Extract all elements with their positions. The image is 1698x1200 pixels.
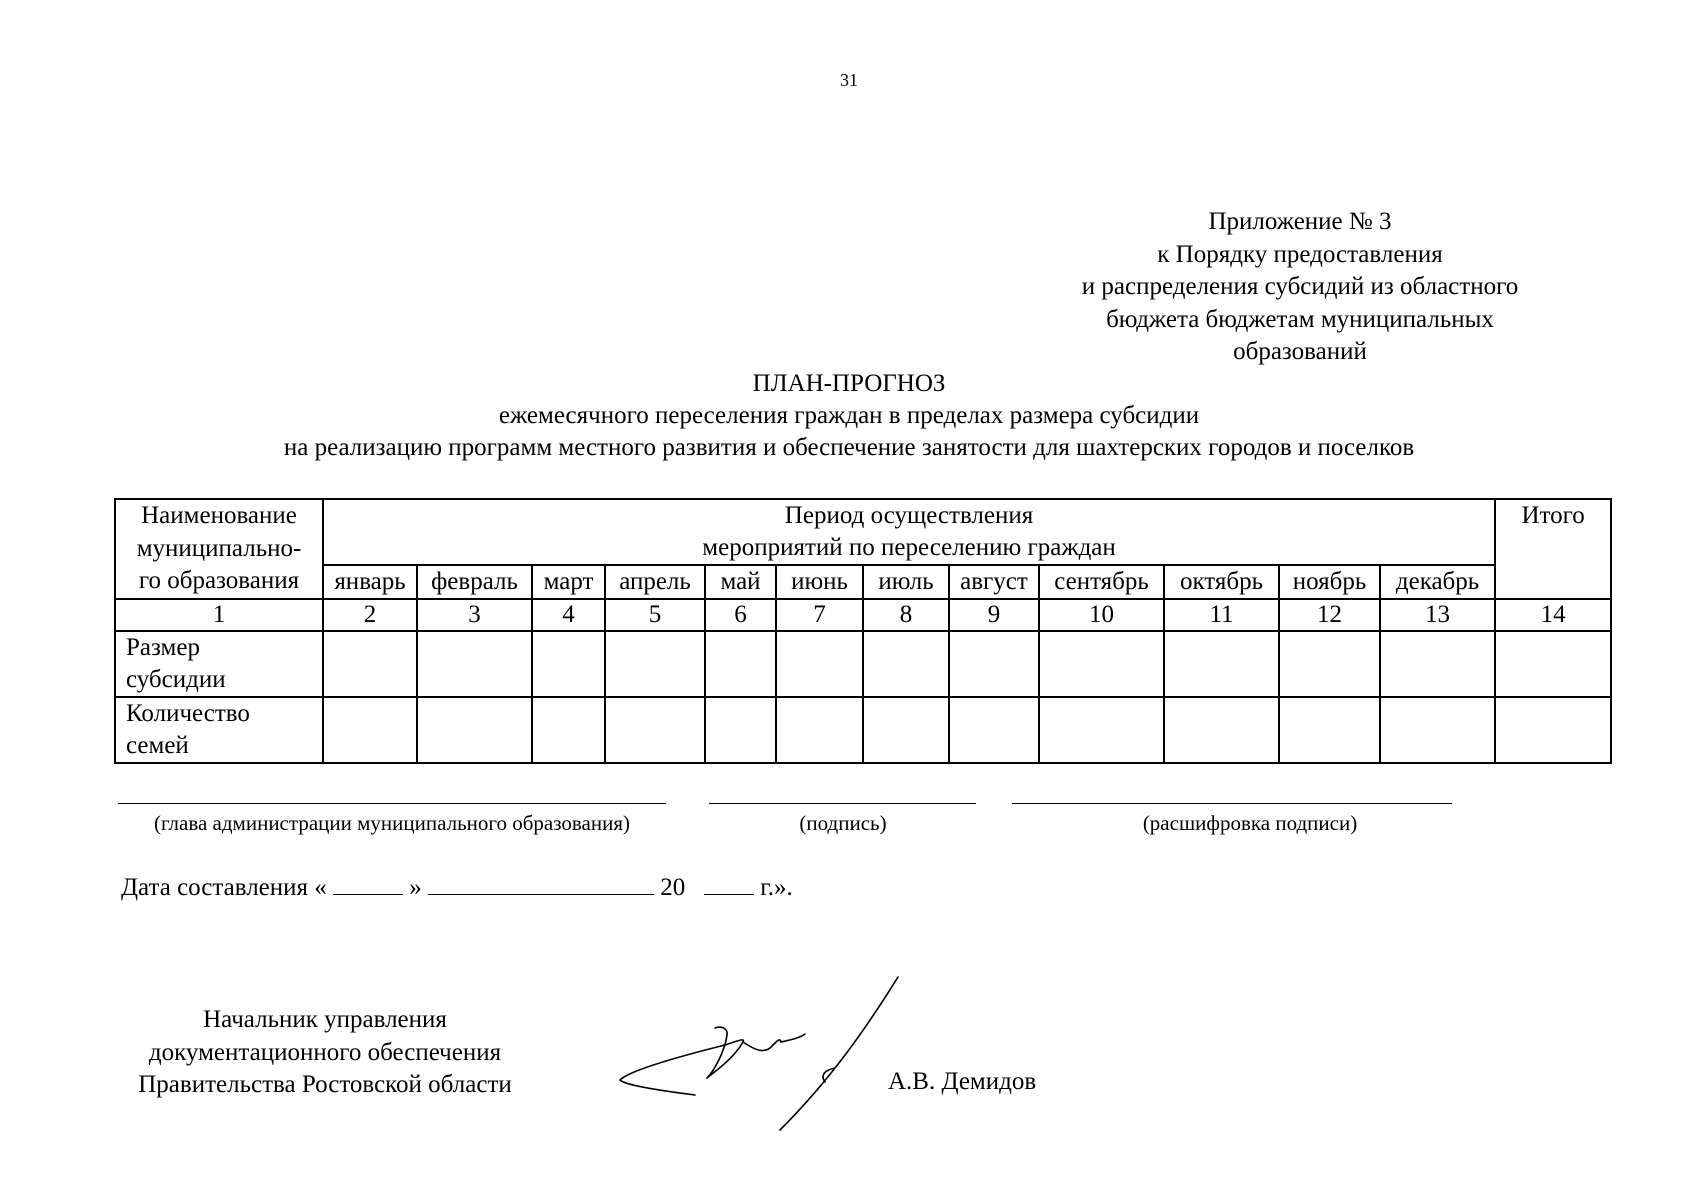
column-number: 10 xyxy=(1039,599,1164,631)
column-number: 4 xyxy=(532,599,605,631)
column-number: 3 xyxy=(417,599,532,631)
header-period xyxy=(323,499,1495,565)
empty-cell xyxy=(1495,697,1611,763)
appendix-line: Приложение № 3 xyxy=(1208,208,1392,235)
document-title xyxy=(0,368,1698,464)
caption-signature: (подпись) xyxy=(799,811,887,835)
page-number: 31 xyxy=(840,70,858,90)
handwritten-signature xyxy=(615,970,915,1135)
empty-cell xyxy=(949,697,1039,763)
empty-cell xyxy=(417,697,532,763)
month-cell: сентябрь xyxy=(1039,565,1164,599)
table-row xyxy=(115,631,1611,697)
empty-cell xyxy=(605,631,705,697)
column-number: 11 xyxy=(1164,599,1279,631)
empty-cell xyxy=(776,697,863,763)
month-cell: ноябрь xyxy=(1279,565,1380,599)
plan-table xyxy=(114,498,1612,764)
year-suffix: г.». xyxy=(760,874,793,901)
row-label-subsidy xyxy=(115,631,323,697)
empty-cell xyxy=(705,697,776,763)
row-label-families xyxy=(115,697,323,763)
month-cell: май xyxy=(705,565,776,599)
month-cell: апрель xyxy=(605,565,705,599)
column-number: 14 xyxy=(1495,599,1611,631)
appendix-line: к Порядку предоставления xyxy=(1157,240,1443,268)
appendix-line: и распределения субсидий из областного xyxy=(1081,273,1519,300)
empty-cell xyxy=(323,697,417,763)
column-number: 2 xyxy=(323,599,417,631)
empty-cell xyxy=(1039,697,1164,763)
caption-decoding: (расшифровка подписи) xyxy=(1142,811,1358,835)
empty-cell xyxy=(1380,631,1495,697)
century: 20 xyxy=(660,874,686,901)
appendix-reference xyxy=(1020,206,1580,369)
appendix-line: образований xyxy=(1233,338,1367,365)
column-numbers-row xyxy=(115,599,1611,631)
row-label-text: Количество xyxy=(126,699,250,727)
title-line: на реализацию программ местного развития и обеспечение занятости для шахтерских городов и поселков xyxy=(283,434,1415,461)
empty-cell xyxy=(1164,697,1279,763)
month-cell: июль xyxy=(863,565,949,599)
column-number: 7 xyxy=(776,599,863,631)
months-row xyxy=(115,565,1611,599)
column-number: 1 xyxy=(115,599,323,631)
column-number: 9 xyxy=(949,599,1039,631)
position-line: Начальник управления xyxy=(203,1006,447,1033)
header-municipality xyxy=(115,499,323,599)
column-number: 5 xyxy=(605,599,705,631)
header-total: Итого xyxy=(1495,499,1611,599)
empty-cell xyxy=(417,631,532,697)
empty-cell xyxy=(532,697,605,763)
month-cell: февраль xyxy=(417,565,532,599)
empty-cell xyxy=(949,631,1039,697)
caption-head: (глава администрации муниципального образования) xyxy=(154,811,630,835)
signatory-name: А.В. Демидов xyxy=(888,1068,1037,1095)
month-cell: март xyxy=(532,565,605,599)
empty-cell xyxy=(532,631,605,697)
header-text: мероприятий по переселению граждан xyxy=(702,534,1116,561)
month-blank xyxy=(428,872,654,895)
appendix-line: бюджета бюджетам муниципальных xyxy=(1106,305,1494,333)
empty-cell xyxy=(705,631,776,697)
signatory-position xyxy=(100,1004,550,1102)
empty-cell xyxy=(863,697,949,763)
row-label-text: субсидии xyxy=(126,665,226,693)
year-blank xyxy=(704,872,754,895)
month-cell: январь xyxy=(323,565,417,599)
empty-cell xyxy=(863,631,949,697)
day-blank xyxy=(333,872,403,895)
empty-cell xyxy=(1164,631,1279,697)
month-cell: июнь xyxy=(776,565,863,599)
header-text: муниципально- xyxy=(136,534,302,562)
row-label-text: семей xyxy=(126,731,189,759)
header-text: го образования xyxy=(138,567,300,594)
title-heading: ПЛАН-ПРОГНОЗ xyxy=(752,370,946,397)
empty-cell xyxy=(323,631,417,697)
header-row xyxy=(115,499,1611,565)
column-number: 6 xyxy=(705,599,776,631)
row-label-text: Размер xyxy=(126,633,200,661)
signature-line xyxy=(709,803,976,804)
empty-cell xyxy=(1279,697,1380,763)
empty-cell xyxy=(1279,631,1380,697)
month-cell: декабрь xyxy=(1380,565,1495,599)
month-cell: октябрь xyxy=(1164,565,1279,599)
empty-cell xyxy=(605,697,705,763)
date-of-compilation xyxy=(121,872,793,902)
empty-cell xyxy=(1039,631,1164,697)
header-text: Период осуществления xyxy=(784,502,1034,529)
column-number: 13 xyxy=(1380,599,1495,631)
column-number: 8 xyxy=(863,599,949,631)
table-row xyxy=(115,697,1611,763)
title-line: ежемесячного переселения граждан в пределах размера субсидии xyxy=(498,402,1200,429)
column-number: 12 xyxy=(1279,599,1380,631)
empty-cell xyxy=(1495,631,1611,697)
empty-cell xyxy=(1380,697,1495,763)
empty-cell xyxy=(776,631,863,697)
quote-close: » xyxy=(409,874,422,901)
header-text: Наименование xyxy=(141,502,297,529)
month-cell: август xyxy=(949,565,1039,599)
position-line: документационного обеспечения xyxy=(148,1038,502,1066)
decoding-signature-line xyxy=(1012,803,1452,804)
date-label: Дата составления « xyxy=(121,874,327,901)
head-signature-line xyxy=(118,803,666,804)
position-line: Правительства Ростовской области xyxy=(138,1071,512,1098)
